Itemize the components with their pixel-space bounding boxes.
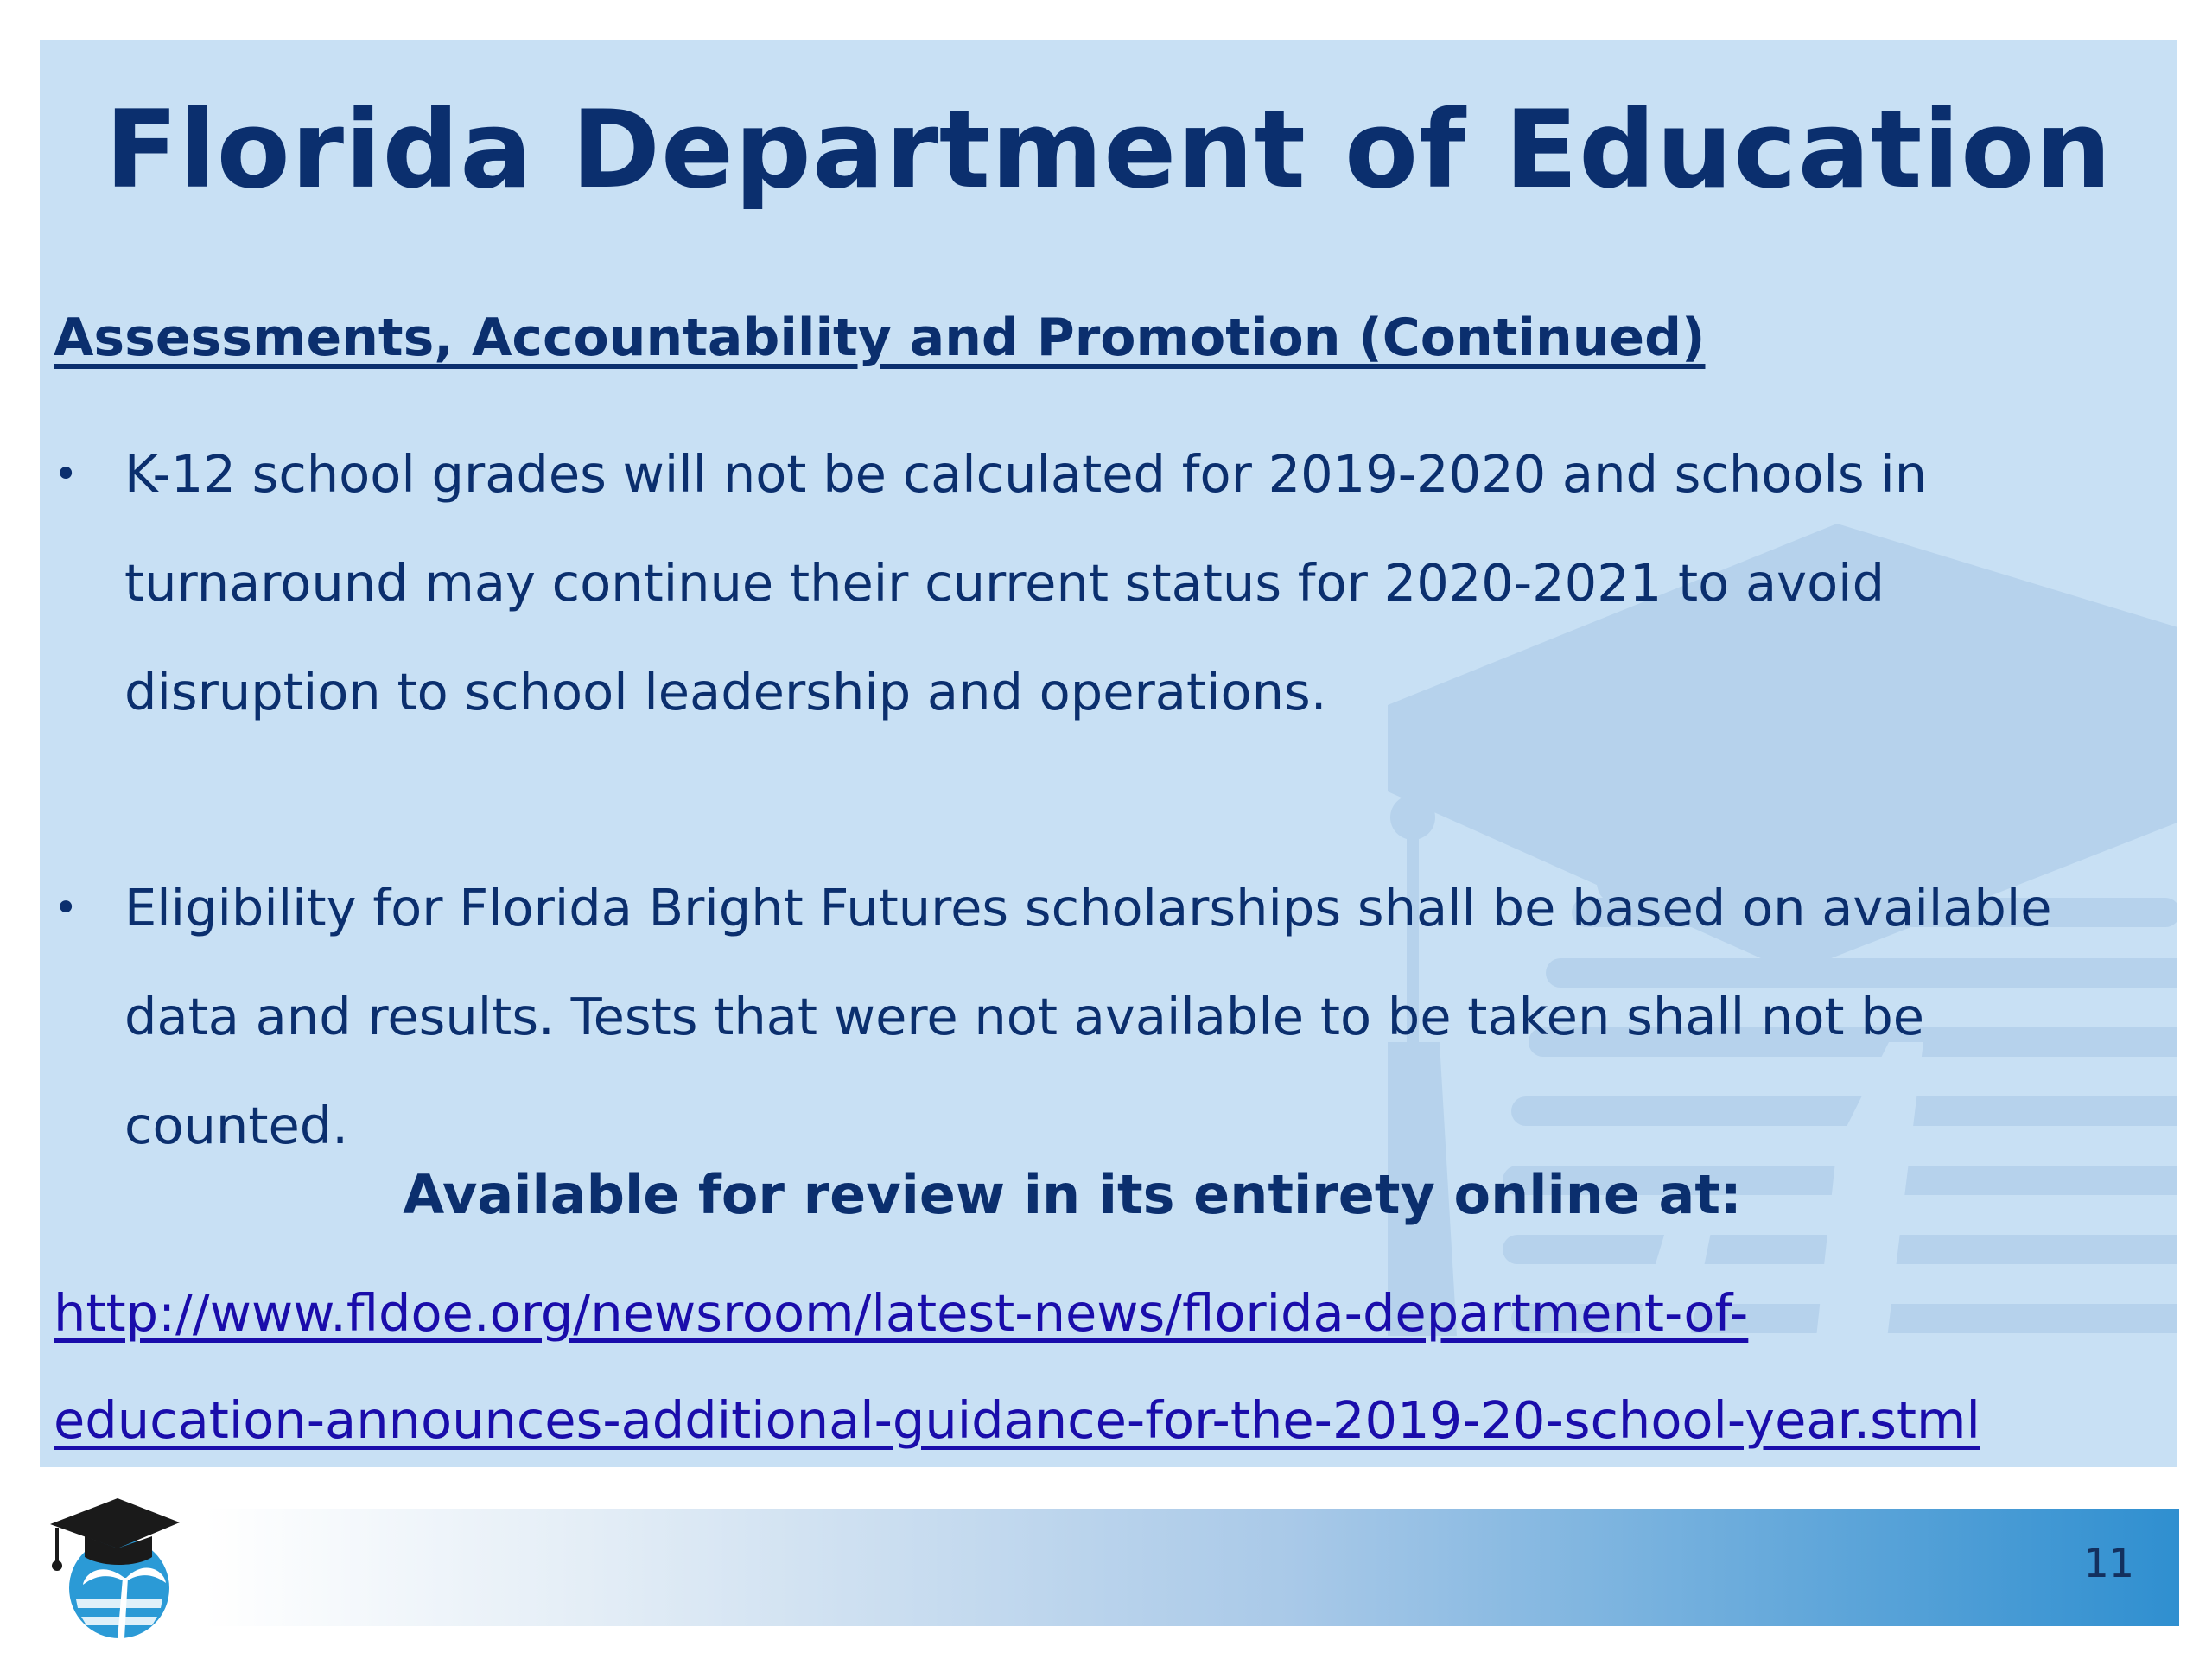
- page-title: Florida Department of Education: [105, 88, 2113, 213]
- list-item: [54, 854, 2145, 1180]
- available-online-label: Available for review in its entirety online at:: [403, 1163, 1742, 1226]
- bullet-marker: •: [54, 450, 79, 499]
- slide-panel: [40, 40, 2177, 1467]
- section-subheading: Assessments, Accountability and Promotion (Continued): [54, 308, 1706, 368]
- guidance-url-link[interactable]: [54, 1260, 2162, 1467]
- url-line-2: education-announces-additional-guidance-for-the-2019-20-school-year.stml: [54, 1390, 1980, 1450]
- bullet-text-school-grades: K-12 school grades will not be calculated for 2019-2020 and schools in turnaround may continue their current status for 2020-2021 to avoid disruption to school leadership and operations.: [124, 444, 1928, 721]
- bullet-marker: •: [54, 884, 79, 932]
- bullet-list: [54, 420, 2145, 1180]
- page-number: 11: [2083, 1540, 2134, 1586]
- fldoe-logo-icon: [50, 1491, 185, 1642]
- bullet-text-bright-futures: Eligibility for Florida Bright Futures scholarships shall be based on available data and results. Tests that were not available to be taken shall not be counted.: [124, 878, 2052, 1155]
- list-item: [54, 420, 2145, 747]
- footer-bar: [204, 1509, 2179, 1626]
- url-line-1: http://www.fldoe.org/newsroom/latest-news/florida-department-of-: [54, 1283, 1749, 1343]
